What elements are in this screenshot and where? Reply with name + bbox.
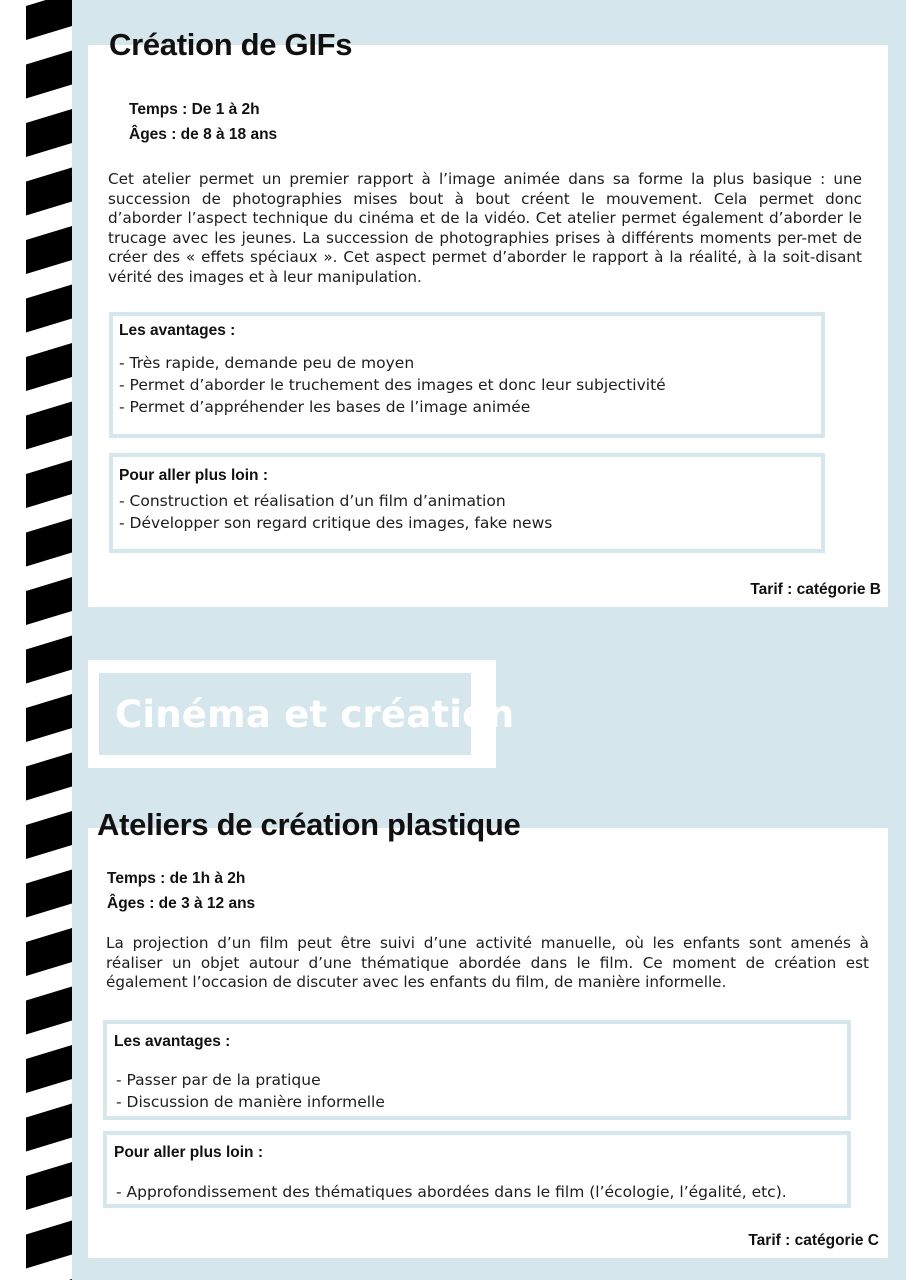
- stripe: [26, 109, 72, 157]
- age-label: Âges : de 3 à 12 ans: [107, 895, 256, 912]
- plastic-workshop-description: La projection d’un film peut être suivi d’une activité manuelle, où les enfants sont amenés à réaliser un objet autour d’une thématique abordée dans le film. Ce moment de création est également l’occasion de discuter avec les enfants du film, de manière informelle.: [106, 934, 869, 992]
- stripe: [26, 577, 72, 625]
- list-item: - Construction et réalisation d’un film d’animation: [119, 492, 506, 510]
- stripe: [26, 636, 72, 684]
- further-box: [103, 1131, 851, 1208]
- stripe: [26, 168, 72, 216]
- stripe: [26, 811, 72, 859]
- advantages-list: [116, 1069, 385, 1113]
- advantages-box: [103, 1020, 851, 1120]
- list-item: - Développer son regard critique des images, fake news: [119, 514, 553, 532]
- list-item: - Discussion de manière informelle: [116, 1093, 385, 1111]
- further-list: [119, 490, 552, 534]
- stripe: [26, 343, 72, 391]
- gif-workshop-meta: [129, 97, 277, 147]
- stripe: [26, 402, 72, 450]
- list-item: - Approfondissement des thématiques abordées dans le film (l’écologie, l’égalité, etc).: [116, 1183, 787, 1201]
- list-item: - Très rapide, demande peu de moyen: [119, 354, 415, 372]
- stripe: [26, 519, 72, 567]
- stripe: [26, 226, 72, 274]
- stripe: [26, 987, 72, 1035]
- further-heading: Pour aller plus loin :: [119, 467, 268, 484]
- plastic-workshop-price: Tarif : catégorie C: [748, 1232, 879, 1249]
- stripe-pattern: [0, 0, 72, 1280]
- striped-border: [0, 0, 72, 1280]
- advantages-heading: Les avantages :: [114, 1033, 231, 1050]
- further-box: [109, 453, 825, 553]
- gif-workshop-price: Tarif : catégorie B: [750, 581, 881, 598]
- section-banner: [88, 660, 515, 768]
- list-item: - Permet d’appréhender les bases de l’image animée: [119, 398, 531, 416]
- gif-workshop-description: Cet atelier permet un premier rapport à l’image animée dans sa forme la plus basique : une succession de photographies mises bout à bout créent le mouvement. Cela permet donc d’aborder l’aspect technique du cinéma et de la vidéo. Cet atelier permet également d’aborder le trucage avec les jeunes. La succession de photographies prises à différents moments per-met de créer des « effets spéciaux ». Cet aspect permet d’aborder le rapport à la réalité, à la soit-disant vérité des images et à leur manipulation.: [108, 170, 862, 286]
- section-banner-inner: [99, 673, 515, 755]
- duration-label: Temps : De 1 à 2h: [129, 101, 260, 118]
- stripe: [26, 1162, 72, 1210]
- stripe: [26, 753, 72, 801]
- stripe: [26, 1104, 72, 1152]
- stripe: [26, 51, 72, 99]
- stripe: [26, 870, 72, 918]
- stripe: [26, 0, 72, 40]
- further-heading: Pour aller plus loin :: [114, 1144, 263, 1161]
- advantages-box: [109, 312, 825, 438]
- stripe: [26, 460, 72, 508]
- plastic-workshop-title: Ateliers de création plastique: [97, 807, 521, 842]
- duration-label: Temps : de 1h à 2h: [107, 870, 246, 887]
- stripe: [26, 928, 72, 976]
- stripe: [26, 1045, 72, 1093]
- section-banner-label: Cinéma et création: [115, 692, 515, 736]
- plastic-workshop-meta: [107, 866, 255, 916]
- stripe: [26, 694, 72, 742]
- age-label: Âges : de 8 à 18 ans: [129, 126, 278, 143]
- list-item: - Passer par de la pratique: [116, 1071, 321, 1089]
- gif-workshop-title: Création de GIFs: [109, 27, 353, 62]
- advantages-list: [119, 352, 666, 418]
- advantages-heading: Les avantages :: [119, 322, 236, 339]
- stripe: [26, 285, 72, 333]
- stripe: [26, 1221, 72, 1269]
- list-item: - Permet d’aborder le truchement des images et donc leur subjectivité: [119, 376, 666, 394]
- further-list: [116, 1181, 787, 1203]
